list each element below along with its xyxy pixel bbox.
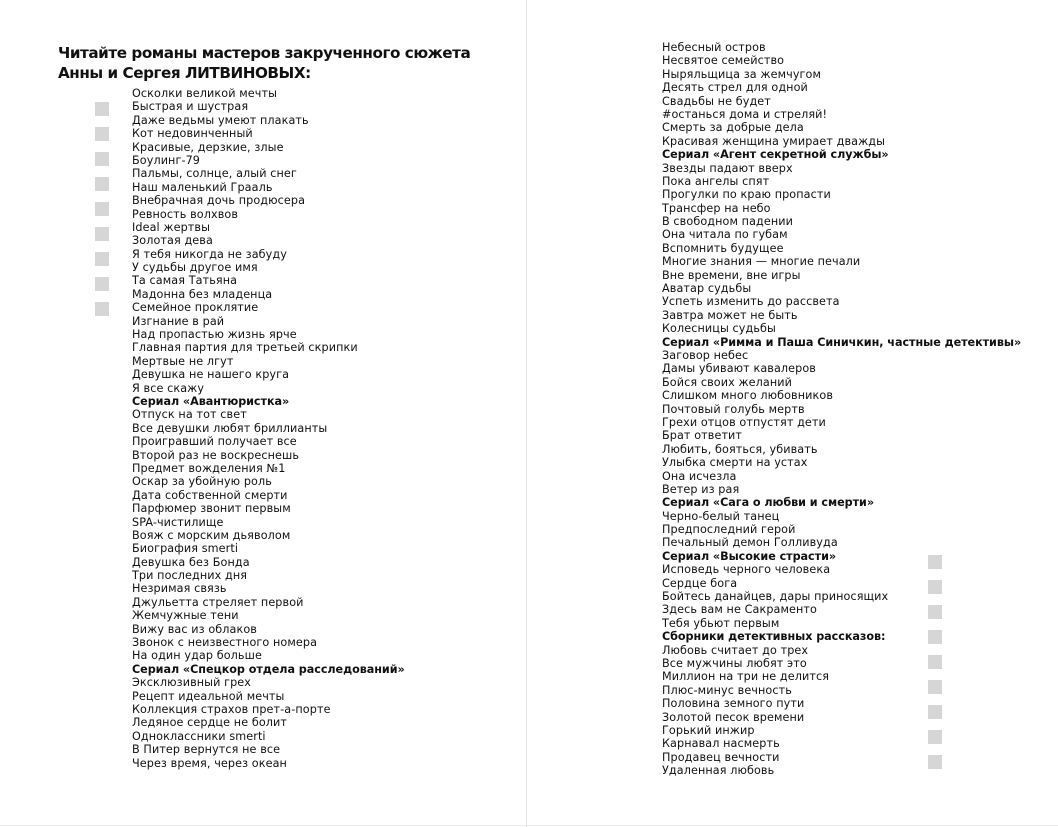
book-title: Половина земного пути [662, 697, 805, 711]
book-title: Незримая связь [132, 582, 227, 596]
book-title: Дамы убивают кавалеров [662, 362, 816, 376]
book-title: Брат ответит [662, 429, 743, 443]
book-title: Я все скажу [132, 381, 205, 395]
book-title: Прогулки по краю пропасти [662, 188, 831, 202]
square-marker [95, 227, 109, 241]
series-heading: Сериал «Спецкор отдела расследований» [132, 662, 405, 676]
book-title: Предмет вожделения №1 [132, 461, 286, 475]
page-title [58, 43, 498, 83]
series-heading: Сериал «Римма и Паша Синичкин, частные детективы» [662, 335, 1022, 349]
left-checkbox-markers [95, 102, 109, 327]
book-title: Мадонна без младенца [132, 287, 273, 301]
book-title: В Питер вернутся не все [132, 743, 281, 757]
book-title: Вне времени, вне игры [662, 268, 801, 282]
series-heading: Сериал «Сага о любви и смерти» [662, 496, 874, 510]
book-title: Карнавал насмерть [662, 737, 780, 751]
book-title: Улыбка смерти на устах [662, 456, 808, 470]
book-title: Смерть за добрые дела [662, 121, 804, 135]
book-title: Ветер из рая [662, 482, 740, 496]
book-title: Внебрачная дочь продюсера [132, 194, 306, 208]
book-title: Аватар судьбы [662, 282, 752, 296]
square-marker [95, 202, 109, 216]
square-marker [95, 277, 109, 291]
book-title: Несвятое семейство [662, 54, 785, 68]
book-title: Над пропастью жизнь ярче [132, 328, 297, 342]
book-title: Бойся своих желаний [662, 375, 792, 389]
book-title: Дата собственной смерти [132, 488, 288, 502]
square-marker [95, 102, 109, 116]
book-title: Мертвые не лгут [132, 354, 234, 368]
book-title: Вижу вас из облаков [132, 622, 257, 636]
square-marker [95, 302, 109, 316]
book-title: Золотая дева [132, 234, 213, 248]
book-title: Вояж с морским дьяволом [132, 528, 291, 542]
book-title: Черно-белый танец [662, 509, 780, 523]
book-title: Сердце бога [662, 576, 738, 590]
book-title: SPA-чистилище [132, 515, 224, 529]
book-title: Парфюмер звонит первым [132, 502, 291, 516]
book-title: Небесный остров [662, 41, 766, 54]
square-marker [95, 177, 109, 191]
book-title: Рецепт идеальной мечты [132, 689, 285, 703]
book-title: Три последних дня [132, 569, 248, 583]
book-title: Десять стрел для одной [662, 81, 808, 95]
book-title: Она читала по губам [662, 228, 788, 242]
book-title: Жемчужные тени [132, 609, 239, 623]
book-title: Я тебя никогда не забуду [132, 247, 287, 261]
book-title: Многие знания — многие печали [662, 255, 861, 269]
square-marker [95, 252, 109, 266]
book-title: Даже ведьмы умеют плакать [132, 113, 309, 127]
book-title: Тебя убьют первым [662, 616, 780, 630]
book-title: Трансфер на небо [662, 201, 771, 215]
series-heading: Сериал «Авантюристка» [132, 394, 290, 408]
book-title: Ревность волхвов [132, 207, 239, 221]
book-title: Главная партия для третьей скрипки [132, 341, 358, 355]
book-title: В свободном падении [662, 215, 793, 229]
book-title: Ледяное сердце не болит [132, 716, 288, 730]
book-title: Золотой песок времени [662, 710, 805, 724]
book-title: #останься дома и стреляй! [662, 107, 828, 121]
series-heading: Сборники детективных рассказов: [662, 630, 886, 644]
book-title: Кот недовинченный [132, 127, 253, 141]
book-title: Девушка без Бонда [132, 555, 250, 569]
book-title: Одноклассники smerti [132, 729, 266, 743]
book-title: Свадьбы не будет [662, 94, 771, 108]
book-title: Джульетта стреляет первой [132, 595, 304, 609]
title-line-2: Анны и Сергея ЛИТВИНОВЫХ: [58, 64, 311, 82]
book-title: Миллион на три не делится [662, 670, 830, 684]
book-title: Звезды падают вверх [662, 161, 793, 175]
book-title: Та самая Татьяна [132, 274, 238, 288]
book-title: Заговор небес [662, 348, 749, 362]
book-list-right [662, 41, 1021, 777]
book-title: Ныряльщица за жемчугом [662, 67, 822, 81]
book-title: Ideal жертвы [132, 220, 211, 234]
book-title: Эксклюзивный грех [132, 676, 252, 690]
book-title: У судьбы другое имя [132, 261, 258, 275]
book-title: Завтра может не быть [662, 308, 798, 322]
title-line-1: Читайте романы мастеров закрученного сюжета [58, 44, 471, 62]
book-title: Девушка не нашего круга [132, 368, 290, 382]
book-title: Продавец вечности [662, 750, 780, 764]
book-title: Оскар за убойную роль [132, 475, 272, 489]
book-title: Второй раз не воскреснешь [132, 448, 300, 462]
book-title: Печальный демон Голливуда [662, 536, 838, 550]
series-heading: Сериал «Высокие страсти» [662, 549, 837, 563]
book-title: Проигравший получает все [132, 435, 297, 449]
book-title: Грехи отцов отпустят дети [662, 415, 826, 429]
book-title: Наш маленький Грааль [132, 180, 273, 194]
book-title: Быстрая и шустрая [132, 100, 249, 114]
square-marker [95, 127, 109, 141]
book-title: Горький инжир [662, 723, 755, 737]
series-heading: Сериал «Агент секретной службы» [662, 148, 889, 162]
book-title: Предпоследний герой [662, 523, 796, 537]
book-title: Красивая женщина умирает дважды [662, 134, 886, 148]
book-title: На один удар больше [132, 649, 262, 663]
book-title: Вспомнить будущее [662, 241, 784, 255]
book-title: Осколки великой мечты [132, 87, 278, 100]
book-spine-divider [526, 0, 527, 827]
book-title: Пока ангелы спят [662, 174, 770, 188]
book-list-left [132, 87, 405, 770]
book-title: Успеть изменить до рассвета [662, 295, 840, 309]
book-title: Коллекция страхов прет-а-порте [132, 702, 331, 716]
book-title: Почтовый голубь мертв [662, 402, 805, 416]
book-title: Здесь вам не Сакраменто [662, 603, 817, 617]
page-bottom-edge [0, 825, 1058, 826]
book-title: Пальмы, солнце, алый снег [132, 167, 297, 181]
book-title: Все девушки любят бриллианты [132, 421, 328, 435]
book-title: Слишком много любовников [662, 389, 834, 403]
book-title: Исповедь черного человека [662, 563, 831, 577]
book-title: Через время, через океан [132, 756, 287, 770]
book-title: Отпуск на тот свет [132, 408, 247, 422]
book-title: Звонок с неизвестного номера [132, 636, 318, 650]
square-marker [95, 152, 109, 166]
book-title: Семейное проклятие [132, 301, 259, 315]
book-title: Плюс-минус вечность [662, 683, 792, 697]
book-title: Красивые, дерзкие, злые [132, 140, 284, 154]
book-title: Любить, бояться, убивать [662, 442, 818, 456]
book-title: Изгнание в рай [132, 314, 225, 328]
book-title: Все мужчины любят это [662, 656, 807, 670]
book-title: Биография smerti [132, 542, 239, 556]
book-title: Бойтесь данайцев, дары приносящих [662, 590, 889, 604]
book-title: Боулинг-79 [132, 153, 201, 167]
book-title: Колесницы судьбы [662, 322, 776, 336]
book-title: Она исчезла [662, 469, 737, 483]
book-title: Любовь считает до трех [662, 643, 809, 657]
book-title: Удаленная любовь [662, 764, 775, 778]
